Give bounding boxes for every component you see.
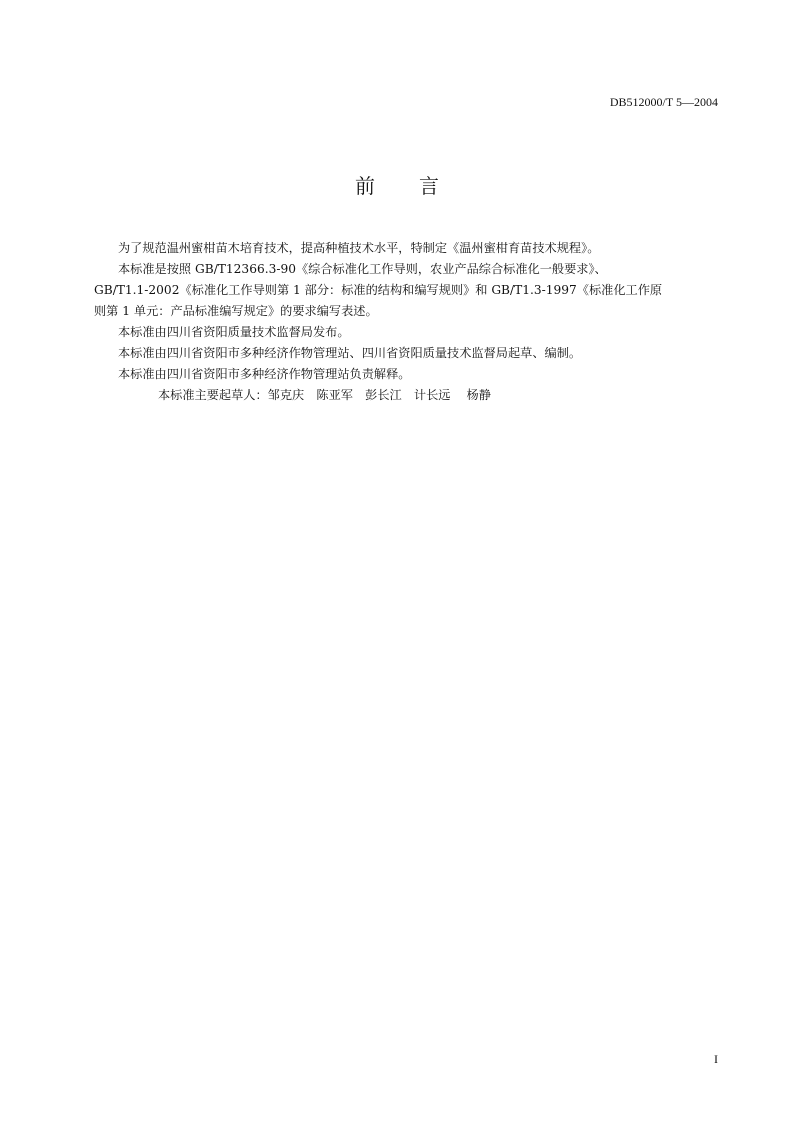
- paragraph-drafting-orgs: 本标准由四川省资阳市多种经济作物管理站、四川省资阳质量技术监督局起草、编制。: [118, 346, 582, 360]
- document-code: DB512000/T 5—2004: [609, 95, 718, 109]
- paragraph-issuer: 本标准由四川省资阳质量技术监督局发布。: [118, 325, 350, 339]
- paragraph-basis-line-3: 则第 1 单元：产品标准编写规定》的要求编写表述。: [94, 304, 378, 318]
- paragraph-basis-line-1: 本标准是按照 GB/T12366.3-90《综合标准化工作导则，农业产品综合标准化一般要求》、: [118, 262, 607, 276]
- page-number: I: [714, 1052, 718, 1066]
- paragraph-basis-line-2: GB/T1.1-2002《标准化工作导则第 1 部分：标准的结构和编写规则》和 GB/T1.3-1997《标准化工作原: [94, 283, 663, 297]
- page-title: 前言: [355, 174, 483, 198]
- paragraph-purpose: 为了规范温州蜜柑苗木培育技术，提高种植技术水平，特制定《温州蜜柑育苗技术规程》。: [118, 241, 600, 255]
- paragraph-interpretation: 本标准由四川省资阳市多种经济作物管理站负责解释。: [118, 367, 411, 381]
- foreword-body: [94, 238, 720, 406]
- paragraph-drafters: 本标准主要起草人：邹克庆 陈亚军 彭长江 计长远 杨静: [158, 388, 491, 402]
